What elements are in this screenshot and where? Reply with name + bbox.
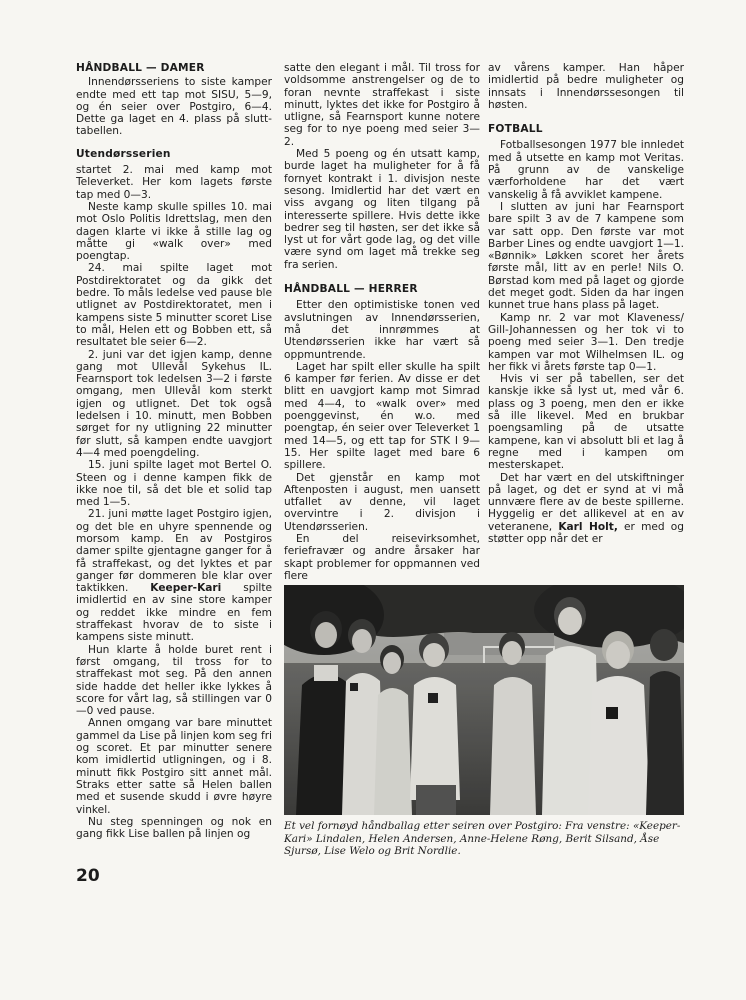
paragraph-text: 21. juni møtte laget Postgiro igjen, og det ble en uhyre spennende og morsom kamp. En av Postgiros damer spilte gjentagne ganger for å få straffekast, og det lyktes et par ganger før dommeren ble klar over taktikken.: [76, 508, 272, 595]
paragraph: I slutten av juni har Fearnsport bare spilt 3 av de 7 kampene som var satt opp. Den første var mot Barber Lines og endte uavgjort 1—1. «Bønnik» Løkken scoret her årets første mål, litt av en perle! Nils O. Børstad kom med på laget og gjorde det meget godt. Siden da har ingen kunnet true hans plass på laget.: [488, 200, 684, 312]
player-name: Karl Holt,: [558, 520, 618, 533]
heading-handball-damer: HÅNDBALL — DAMER: [76, 62, 205, 74]
paragraph: Fotballsesongen 1977 ble innledet med å utsette en kamp mot Veritas. På grunn av de vanskelige værforholdene har det vært vanskelig å få avviklet kampene.: [488, 139, 684, 201]
player-name: Keeper-Kari: [150, 582, 222, 595]
paragraph-text: er med og støtter opp når det er: [488, 520, 684, 545]
paragraph: 15. juni spilte laget mot Bertel O. Steen og i denne kampen fikk de ikke noe til, så det ble et solid tap med 1—5.: [76, 459, 272, 509]
article-column-3: [488, 62, 684, 545]
paragraph: Med 5 poeng og én utsatt kamp, burde laget ha muligheter for å få fornyet kontrakt i 1. divisjon neste sesong. Imidlertid har det vært en viss avgang og liten tilgang på interesserte spillere. Hvis dette ikke bedrer seg til høsten, ser det ikke så lyst ut for vårt gode lag, og det ville være synd om laget må trekke seg fra serien.: [284, 148, 480, 271]
paragraph: Etter den optimistiske tonen ved avslutningen av Innendørsserien, må det innrømmes at Utendørsserien ikke har vært så oppmuntrende.: [284, 299, 480, 361]
heading-handball-herrer: HÅNDBALL — HERRER: [284, 283, 418, 296]
paragraph: 24. mai spilte laget mot Postdirektoratet og da gikk det bedre. To måls ledelse ved pause ble utlignet av Postdirektoratet, men i kampens siste 5 minutter scoret Lise to mål, Helen ett og Bobben ett, så resultatet ble seier 6—2.: [76, 262, 272, 349]
paragraph-text: Det har vært en del utskiftninger på laget, og det er synd at vi må unnvære flere av de beste spillerne. Hyggelig er det allikevel at en av veteranene,: [488, 471, 684, 533]
page-number: 20: [76, 866, 100, 886]
paragraph: Hvis vi ser på tabellen, ser det kanskje ikke så lyst ut, med vår 6. plass og 3 poeng, men den er ikke så ille likevel. Med en brukbar poengsamling på de utsatte kampene, kan vi absolutt bli et lag å regne med i kampen om mesterskapet.: [488, 373, 684, 472]
paragraph: Nu steg spenningen og nok en gang fikk Lise ballen på linjen og: [76, 815, 272, 841]
paragraph: Laget har spilt eller skulle ha spilt 6 kamper før ferien. Av disse er det blitt en uavgjort kamp mot Simrad med 4—4, to «walk over» med poenggevinst, én w.o. med poengtap, én seier over Televerket 1 med 14—5, og ett tap for STK I 9—15. Her spilte laget med bare 6 spillere.: [284, 360, 480, 472]
paragraph: satte den elegant i mål. Til tross for voldsomme anstrengelser og de to foran nevnte straffekast i siste minutt, lyktes det ikke for Postgiro å utligne, så Fearnsport kunne notere seg for to nye poeng med seier 3—2.: [284, 62, 480, 148]
paragraph: Hun klarte å holde buret rent i først omgang, til tross for to straffekast mot seg. På den annen side hadde det heller ikke lykkes å score for vårt lag, så stillingen var 0—0 ved pause.: [76, 643, 272, 718]
photo-caption: Et vel fornøyd håndballag etter seiren over Postgiro: Fra venstre: «Keeper-Kari» Lindalen, Helen Andersen, Anne-Helene Røng, Berit Silsand, Åse Sjursø, Lise Welo og Brit Nordlie.: [284, 820, 681, 858]
paragraph: 2. juni var det igjen kamp, denne gang mot Ullevål Sykehus IL. Fearnsport tok ledelsen 3—2 i første omgang, men Ullevål kom sterkt igjen og utlignet. Det tok også ledelsen i 10. minutt, men Bobben sørget for ny utligning 22 minutter før slutt, så kampen endte uavgjort 4—4 med poengdeling.: [76, 348, 272, 459]
paragraph: [76, 508, 272, 643]
paragraph: Neste kamp skulle spilles 10. mai mot Oslo Politis Idrettslag, men den dagen klarte vi ikke å stille lag og måtte gi «walk over» med poengtap.: [76, 200, 272, 263]
paragraph: Annen omgang var bare minuttet gammel da Lise på linjen kom seg fri og scoret. Et par minutter senere kom imidlertid utligningen, og i 8. minutt fikk Postgiro sitt annet mål. Straks etter satte så Helen ballen med et susende skudd i øvre høyre vinkel.: [76, 717, 272, 816]
team-photo-illustration: [284, 585, 684, 815]
article-column-1: [76, 62, 272, 840]
paragraph: [488, 472, 684, 546]
heading-utendorsserien: Utendørsserien: [76, 147, 171, 160]
paragraph: av vårens kamper. Han håper imidlertid på bedre muligheter og innsats i Innendørssesongen til høsten.: [488, 62, 684, 111]
team-photo: [284, 585, 684, 815]
paragraph: startet 2. mai med kamp mot Televerket. Her kom lagets første tap med 0—3.: [76, 164, 272, 201]
article-column-2: [284, 62, 480, 582]
heading-fotball: FOTBALL: [488, 123, 543, 136]
paragraph-text: spilte imidlertid en av sine store kamper og reddet ikke mindre en fem straffekast hvorav de to siste i kampens siste minutt.: [76, 582, 273, 644]
paragraph: Innendørsseriens to siste kamper endte med ett tap mot SISU, 5—9, og én seier over Postgiro, 6—4. Dette ga laget en 4. plass på slutt-tabellen.: [76, 76, 272, 138]
paragraph: Det gjenstår en kamp mot Aftenposten i august, men uansett utfallet av denne, vil laget overvintre i 2. divisjon i Utendørsserien.: [284, 471, 480, 533]
paragraph: En del reisevirksomhet, feriefravær og andre årsaker har skapt problemer for oppmannen ved flere: [284, 532, 480, 582]
paragraph: Kamp nr. 2 var mot Klaveness/ Gill-Johannessen og her tok vi to poeng med seier 3—1. Den tredje kampen var mot Wilhelmsen IL. og her fikk vi årets første tap 0—1.: [488, 311, 684, 373]
